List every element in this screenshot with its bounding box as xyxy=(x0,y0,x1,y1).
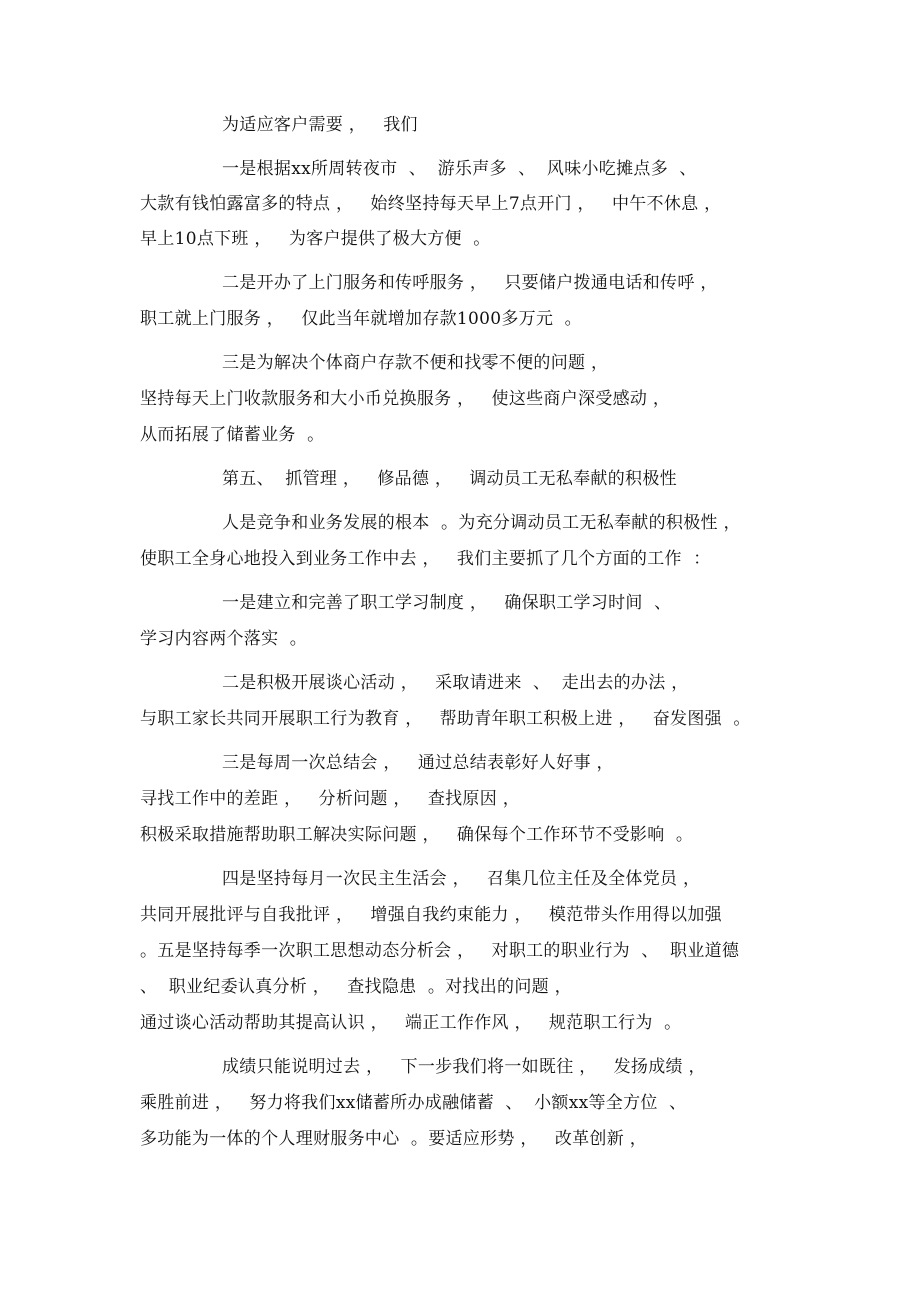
paragraph-3-line-1: 二是开办了上门服务和传呼服务 ， 只要储户拨通电话和传呼 ， xyxy=(222,273,718,293)
paragraph-4-line-1: 三是为解决个体商户存款不便和找零不便的问题 ， xyxy=(222,353,609,373)
paragraph-11-line-3: 多功能为一体的个人理财服务中心 。要适应形势 ， 改革创新 ， xyxy=(140,1129,648,1149)
paragraph-10-line-4: 、 职业纪委认真分析 ， 查找隐患 。对找出的问题 ， xyxy=(140,977,572,997)
paragraph-7-line-1: 一是建立和完善了职工学习制度 ， 确保职工学习时间 、 xyxy=(222,593,672,613)
paragraph-2-line-3: 早上10点下班 ， 为客户提供了极大方便 。 xyxy=(140,229,491,249)
paragraph-2-line-1: 一是根据xx所周转夜市 、 游乐声多 、 风味小吃摊点多 、 xyxy=(222,159,697,179)
paragraph-9-line-2: 寻找工作中的差距 ， 分析问题 ， 查找原因 ， xyxy=(140,789,521,809)
paragraph-6-line-2: 使职工全身心地投入到业务工作中去 ， 我们主要抓了几个方面的工作 ： xyxy=(140,549,711,569)
paragraph-8-line-1: 二是积极开展谈心活动 ， 采取请进来 、 走出去的办法 ， xyxy=(222,673,689,693)
paragraph-11-line-1: 成绩只能说明过去 ， 下一步我们将一如既往 ， 发扬成绩 ， xyxy=(222,1057,706,1077)
paragraph-10-line-1: 四是坚持每月一次民主生活会 ， 召集几位主任及全体党员 ， xyxy=(222,869,701,889)
paragraph-1-line-1: 为适应客户需要 ， 我们 xyxy=(222,115,418,135)
paragraph-4-line-2: 坚持每天上门收款服务和大小币兑换服务 ， 使这些商户深受感动 ， xyxy=(140,389,671,409)
paragraph-6-line-1: 人是竞争和业务发展的根本 。为充分调动员工无私奉献的积极性 ， xyxy=(222,513,741,533)
paragraph-2-line-2: 大款有钱怕露富多的特点 ， 始终坚持每天早上7点开门 ， 中午不休息 ， xyxy=(140,194,722,214)
paragraph-9-line-3: 积极采取措施帮助职工解决实际问题 ， 确保每个工作环节不受影响 。 xyxy=(140,825,694,845)
section-heading-5: 第五、 抓管理 ， 修品德 ， 调动员工无私奉献的积极性 xyxy=(222,469,677,489)
paragraph-10-line-3: 。五是坚持每季一次职工思想动态分析会 ， 对职工的职业行为 、 职业道德 xyxy=(140,941,740,961)
paragraph-11-line-2: 乘胜前进 ， 努力将我们xx储蓄所办成融储蓄 、 小额xx等全方位 、 xyxy=(140,1093,687,1113)
paragraph-10-line-5: 通过谈心活动帮助其提高认识 ， 端正工作作风 ， 规范职工行为 。 xyxy=(140,1013,682,1033)
paragraph-4-line-3: 从而拓展了储蓄业务 。 xyxy=(140,425,325,445)
paragraph-10-line-2: 共同开展批评与自我批评 ， 增强自我约束能力 ， 模范带头作用得以加强 xyxy=(140,905,722,925)
paragraph-9-line-1: 三是每周一次总结会 ， 通过总结表彰好人好事 ， xyxy=(222,753,614,773)
paragraph-3-line-2: 职工就上门服务 ， 仅此当年就增加存款1000多万元 。 xyxy=(140,309,582,329)
paragraph-8-line-2: 与职工家长共同开展职工行为教育 ， 帮助青年职工积极上进 ， 奋发图强 。 xyxy=(140,709,751,729)
paragraph-7-line-2: 学习内容两个落实 。 xyxy=(140,629,308,649)
